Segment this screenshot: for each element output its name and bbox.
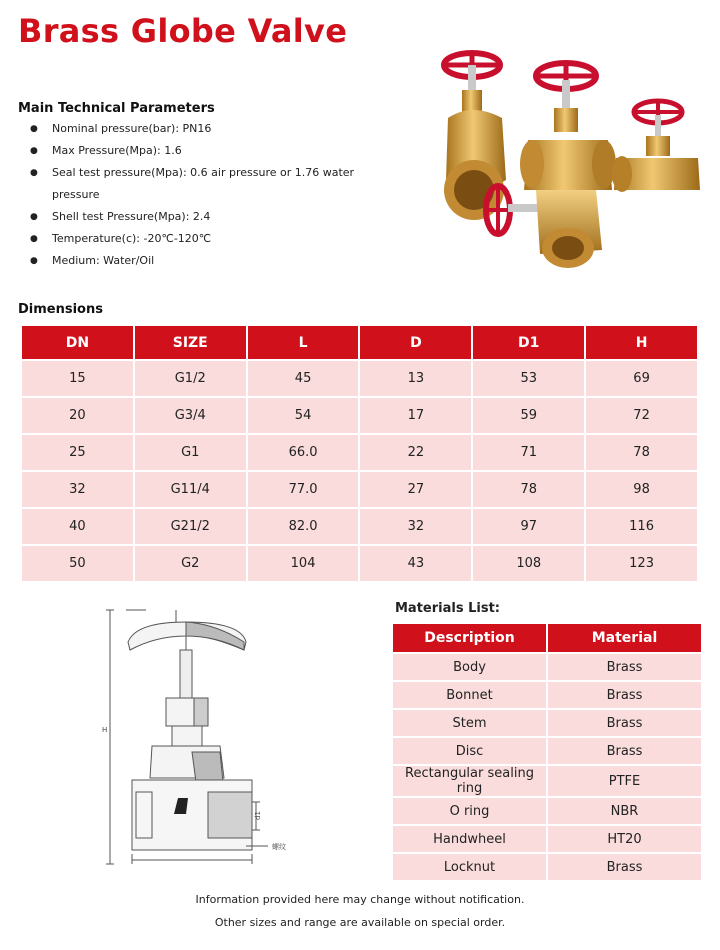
- thread-note-label: 螺纹: [272, 843, 286, 851]
- materials-heading: Materials List:: [395, 601, 500, 616]
- table-cell: Locknut: [393, 854, 546, 880]
- bullet-icon: ●: [30, 124, 38, 134]
- table-cell: 108: [473, 546, 584, 581]
- table-cell: 78: [586, 435, 697, 470]
- table-row: [22, 398, 697, 433]
- table-row: [393, 766, 701, 796]
- table-cell: 50: [22, 546, 133, 581]
- column-header-d: D: [360, 326, 471, 359]
- table-cell: Brass: [548, 738, 701, 764]
- param-item: [30, 228, 360, 250]
- table-cell: 40: [22, 509, 133, 544]
- table-cell: 17: [360, 398, 471, 433]
- param-item: [30, 140, 360, 162]
- column-header-size: SIZE: [135, 326, 246, 359]
- table-row: [22, 472, 697, 507]
- table-cell: 116: [586, 509, 697, 544]
- table-cell: Bonnet: [393, 682, 546, 708]
- table-cell: 77.0: [248, 472, 359, 507]
- table-cell: 20: [22, 398, 133, 433]
- table-cell: Handwheel: [393, 826, 546, 852]
- table-row: [393, 798, 701, 824]
- table-cell: G1/2: [135, 361, 246, 396]
- column-header-description: Description: [393, 624, 546, 652]
- bullet-icon: ●: [30, 212, 38, 222]
- table-row: [22, 509, 697, 544]
- table-cell: G21/2: [135, 509, 246, 544]
- table-cell: 43: [360, 546, 471, 581]
- dimensions-heading: Dimensions: [18, 302, 103, 317]
- table-cell: HT20: [548, 826, 701, 852]
- bullet-icon: ●: [30, 234, 38, 244]
- table-cell: Disc: [393, 738, 546, 764]
- bullet-icon: ●: [30, 168, 38, 178]
- param-item: [30, 206, 360, 228]
- footer-note-1: Information provided here may change without notification.: [195, 893, 525, 906]
- table-cell: PTFE: [548, 766, 701, 796]
- table-header-row: [22, 326, 697, 359]
- param-text: Nominal pressure(bar): PN16: [52, 122, 212, 135]
- table-cell: Brass: [548, 710, 701, 736]
- table-cell: Stem: [393, 710, 546, 736]
- table-row: [393, 826, 701, 852]
- table-cell: 123: [586, 546, 697, 581]
- table-cell: O ring: [393, 798, 546, 824]
- param-text: Medium: Water/Oil: [52, 254, 155, 267]
- table-cell: G11/4: [135, 472, 246, 507]
- table-row: [22, 435, 697, 470]
- table-cell: 104: [248, 546, 359, 581]
- technical-drawing: [96, 602, 291, 872]
- table-cell: 15: [22, 361, 133, 396]
- product-photo: [436, 40, 706, 275]
- table-cell: 45: [248, 361, 359, 396]
- table-cell: G3/4: [135, 398, 246, 433]
- table-cell: G1: [135, 435, 246, 470]
- table-cell: Rectangular sealing ring: [393, 766, 546, 796]
- table-cell: 13: [360, 361, 471, 396]
- param-item: [30, 162, 360, 206]
- table-cell: 97: [473, 509, 584, 544]
- column-header-material: Material: [548, 624, 701, 652]
- table-cell: 22: [360, 435, 471, 470]
- table-cell: Brass: [548, 654, 701, 680]
- table-cell: 25: [22, 435, 133, 470]
- params-heading: Main Technical Parameters: [18, 101, 215, 116]
- table-cell: 98: [586, 472, 697, 507]
- param-text: Temperature(c): -20℃-120℃: [52, 232, 212, 245]
- table-row: [393, 682, 701, 708]
- table-cell: 59: [473, 398, 584, 433]
- param-text: Seal test pressure(Mpa): 0.6 air pressure or 1.76 water pressure: [52, 166, 355, 201]
- table-row: [393, 710, 701, 736]
- table-cell: Body: [393, 654, 546, 680]
- param-item: [30, 118, 360, 140]
- column-header-d1: D1: [473, 326, 584, 359]
- table-cell: 66.0: [248, 435, 359, 470]
- bullet-icon: ●: [30, 256, 38, 266]
- bullet-icon: ●: [30, 146, 38, 156]
- table-cell: 32: [22, 472, 133, 507]
- table-cell: 27: [360, 472, 471, 507]
- table-cell: 71: [473, 435, 584, 470]
- table-row: [22, 361, 697, 396]
- table-row: [393, 854, 701, 880]
- table-row: [393, 738, 701, 764]
- table-cell: 72: [586, 398, 697, 433]
- table-cell: 69: [586, 361, 697, 396]
- dimension-h-label: H: [102, 726, 108, 734]
- table-cell: NBR: [548, 798, 701, 824]
- dimensions-table: [20, 324, 699, 583]
- table-cell: 53: [473, 361, 584, 396]
- column-header-h: H: [586, 326, 697, 359]
- table-cell: Brass: [548, 854, 701, 880]
- table-cell: G2: [135, 546, 246, 581]
- column-header-dn: DN: [22, 326, 133, 359]
- param-text: Shell test Pressure(Mpa): 2.4: [52, 210, 211, 223]
- params-list: [30, 118, 360, 272]
- table-cell: 78: [473, 472, 584, 507]
- table-cell: 54: [248, 398, 359, 433]
- footer-note-2: Other sizes and range are available on special order.: [214, 916, 506, 929]
- table-row: [393, 654, 701, 680]
- dimension-d1-label: d1: [254, 811, 262, 820]
- materials-table: [391, 622, 703, 882]
- table-cell: 32: [360, 509, 471, 544]
- table-row: [22, 546, 697, 581]
- param-text: Max Pressure(Mpa): 1.6: [52, 144, 182, 157]
- param-item: [30, 250, 360, 272]
- page-title: Brass Globe Valve: [18, 12, 348, 50]
- table-header-row: [393, 624, 701, 652]
- column-header-l: L: [248, 326, 359, 359]
- table-cell: Brass: [548, 682, 701, 708]
- table-cell: 82.0: [248, 509, 359, 544]
